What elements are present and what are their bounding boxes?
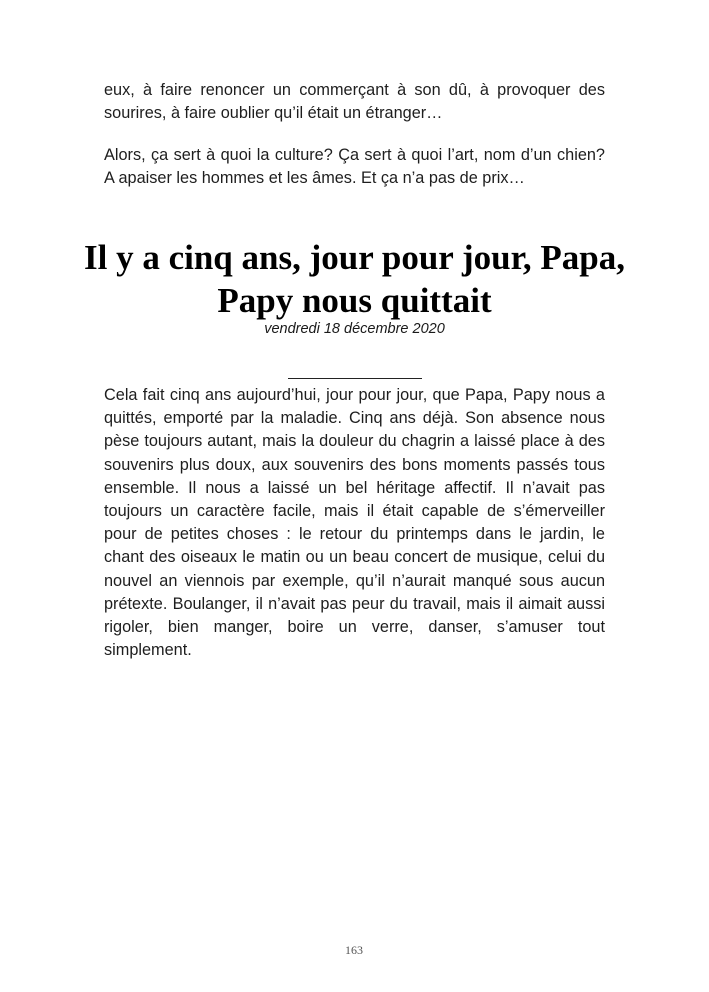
article-title: Il y a cinq ans, jour pour jour, Papa, Papy nous quittait [83, 238, 625, 320]
section-separator [288, 378, 422, 379]
article-date: vendredi 18 décembre 2020 [264, 321, 445, 337]
paragraph-culture: Alors, ça sert à quoi la culture? Ça sert à quoi l’art, nom d’un chien? A apaiser les hommes et les âmes. Et ça n’a pas de prix… [104, 146, 605, 188]
paragraph-continuation: eux, à faire renoncer un commerçant à son dû, à provoquer des sourires, à faire oublier qu’il était un étranger… [104, 81, 605, 123]
page-number: 163 [345, 943, 363, 957]
article-body: Cela fait cinq ans aujourd’hui, jour pour jour, que Papa, Papy nous a quittés, emporté par la maladie. Cinq ans déjà. Son absence nous pèse toujours autant, mais la douleur du chagrin a laissé place à des souvenirs plus doux, aux souvenirs des bons moments passés tous ensemble. Il nous a laissé un bel héritage affectif. Il n’avait pas toujours un caractère facile, mais il était capable de s’émerveiller pour de petites choses : le retour du printemps dans le jardin, le chant des oiseaux le matin ou un beau concert de musique, celui du nouvel an viennois par exemple, qu’il n’aurait manqué sous aucun prétexte. Boulanger, il n’avait pas peur du travail, mais il aimait aussi rigoler, bien manger, boire un verre, danser, s’amuser tout simplement. [104, 386, 605, 660]
